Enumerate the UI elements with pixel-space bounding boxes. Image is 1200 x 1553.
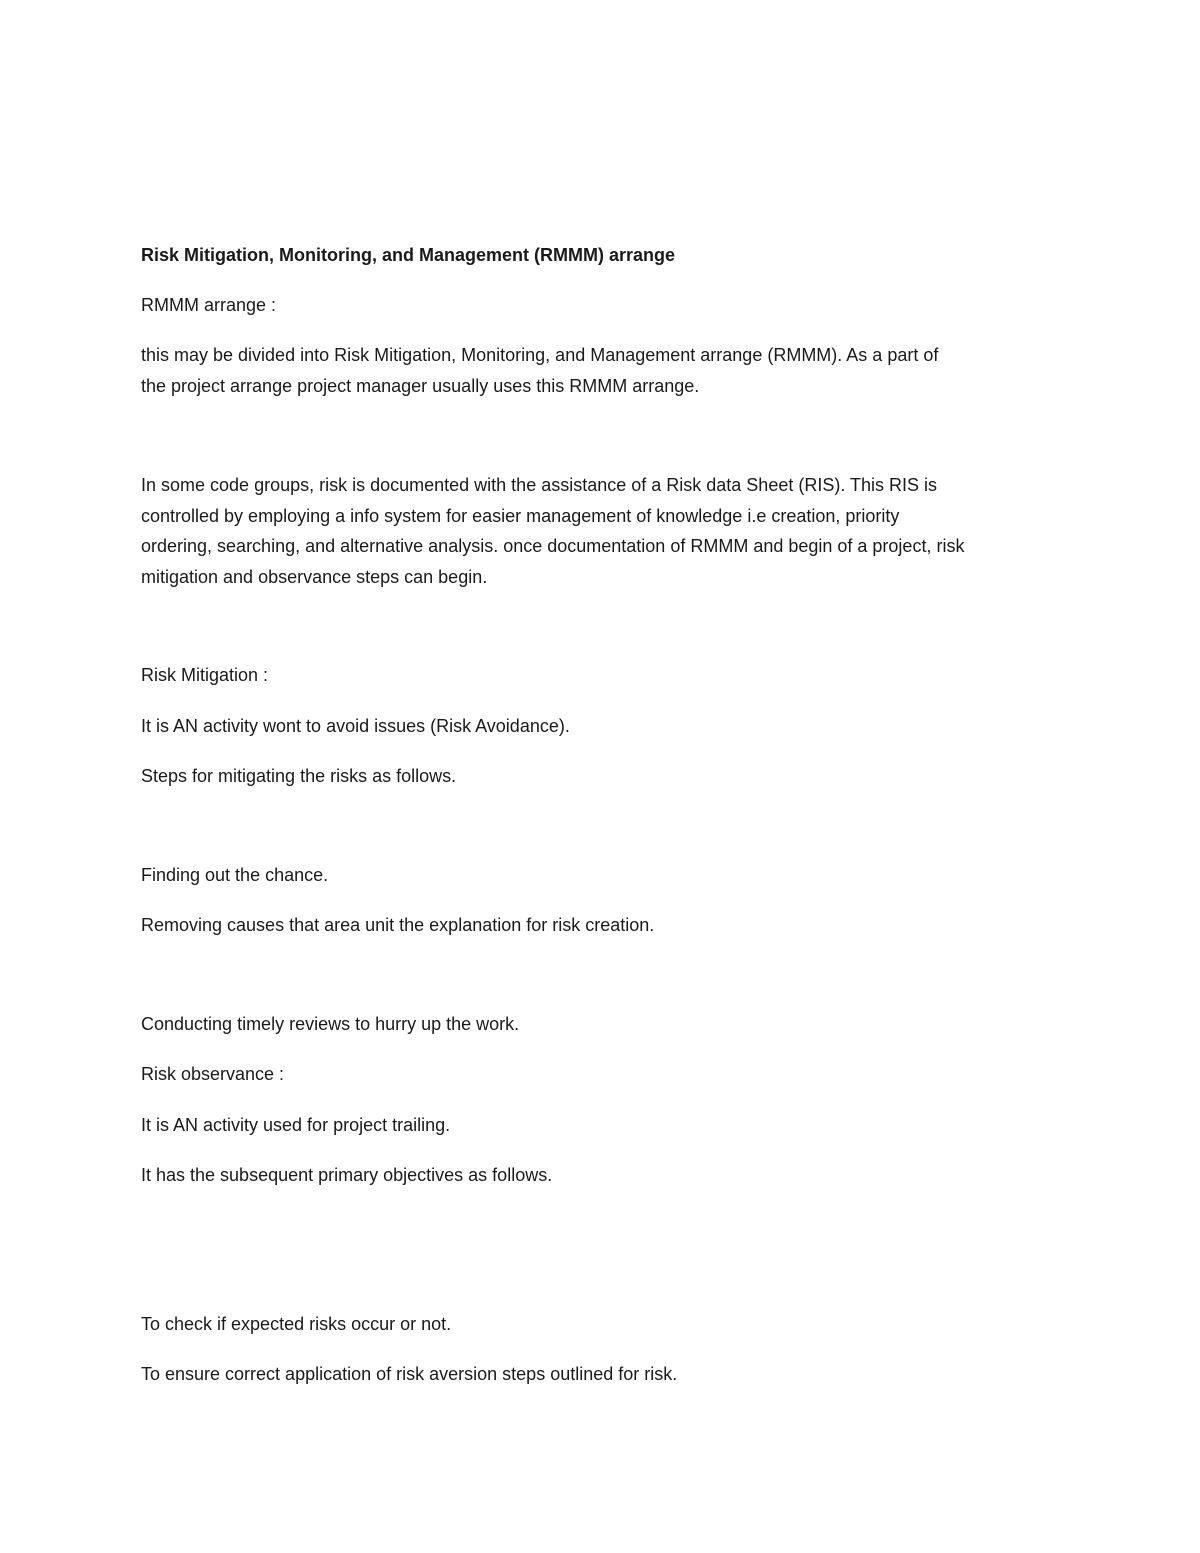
observance-objectives-intro: It has the subsequent primary objectives as follows. [141,1165,553,1185]
observance-objective-2: To ensure correct application of risk aversion steps outlined for risk. [141,1364,678,1384]
mitigation-definition: It is AN activity wont to avoid issues (Risk Avoidance). [141,716,570,736]
observance-objective-1: To check if expected risks occur or not. [141,1314,452,1334]
document-title: Risk Mitigation, Monitoring, and Management (RMMM) arrange [141,245,676,265]
observance-definition: It is AN activity used for project trailing. [141,1115,451,1135]
mitigation-step-3: Conducting timely reviews to hurry up the work. [141,1014,520,1034]
observance-heading: Risk observance : [141,1064,285,1084]
ris-paragraph-line-4: mitigation and observance steps can begin. [141,567,488,587]
intro-paragraph-line-2: the project arrange project manager usually uses this RMMM arrange. [141,376,700,396]
mitigation-step-1: Finding out the chance. [141,865,329,885]
ris-paragraph-line-1: In some code groups, risk is documented with the assistance of a Risk data Sheet (RIS). This RIS is [141,475,938,495]
intro-paragraph-line-1: this may be divided into Risk Mitigation, Monitoring, and Management arrange (RMMM). As a part of [141,345,939,365]
mitigation-step-2: Removing causes that area unit the explanation for risk creation. [141,915,655,935]
ris-paragraph-line-2: controlled by employing a info system for easier management of knowledge i.e creation, priority [141,506,900,526]
mitigation-steps-intro: Steps for mitigating the risks as follows. [141,766,457,786]
rmmm-heading: RMMM arrange : [141,295,277,315]
mitigation-heading: Risk Mitigation : [141,665,269,685]
ris-paragraph-line-3: ordering, searching, and alternative analysis. once documentation of RMMM and begin of a project, risk [141,536,965,556]
